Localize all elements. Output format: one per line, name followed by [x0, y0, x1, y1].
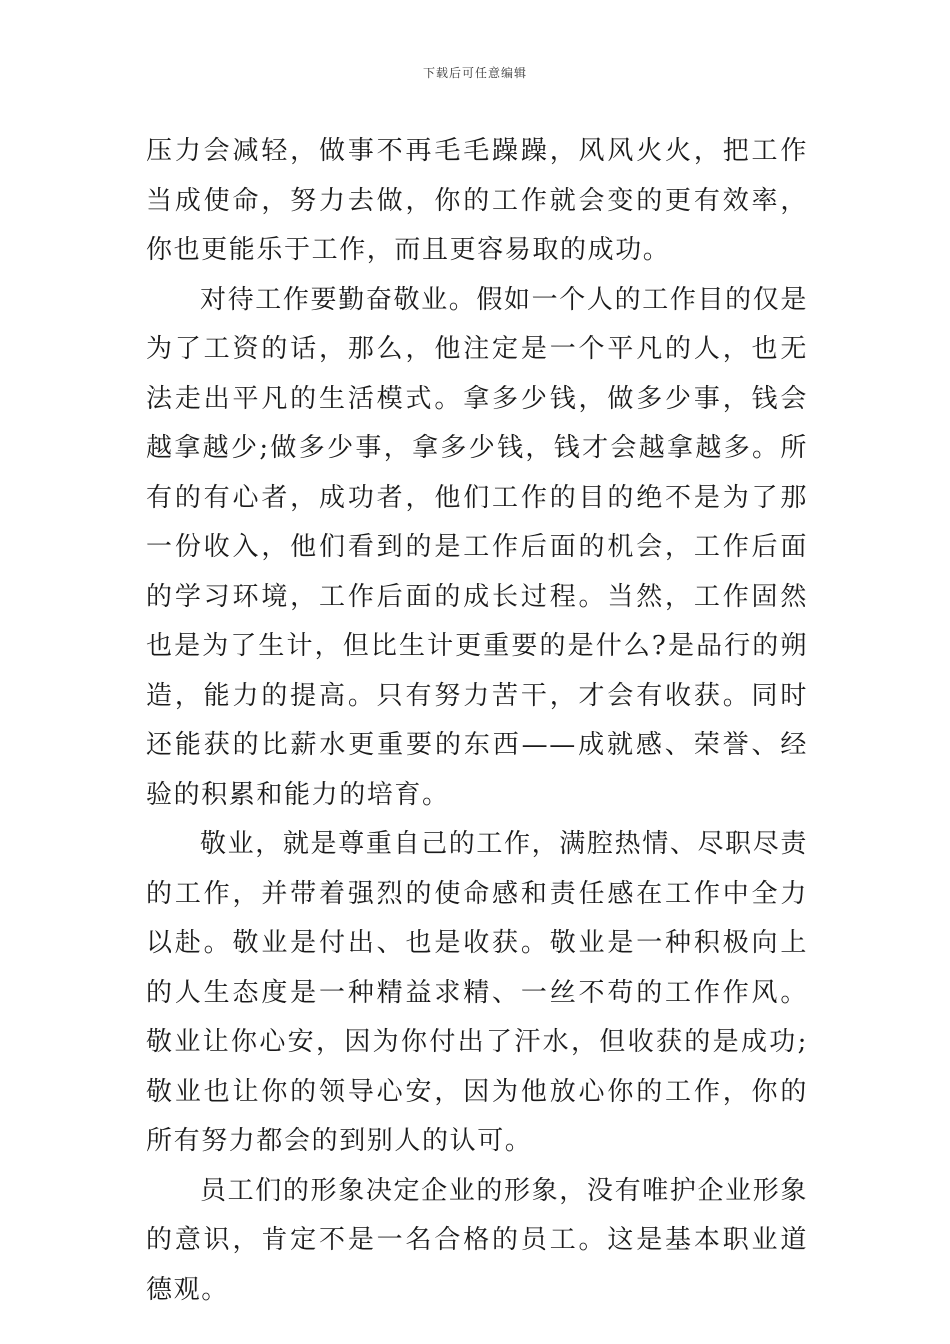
paragraph-4: 员工们的形象决定企业的形象，没有唯护企业形象的意识，肯定不是一名合格的员工。这是基本职业道德观。 [146, 1175, 808, 1305]
paragraph-3: 敬业，就是尊重自己的工作，满腔热情、尽职尽责的工作，并带着强烈的使命感和责任感在工作中全力以赴。敬业是付出、也是收获。敬业是一种积极向上的人生态度是一种精益求精、一丝不苟的工作作风。敬业让你心安，因为你付出了汗水，但收获的是成功;敬业也让你的领导心安，因为他放心你的工作，你的所有努力都会的到别人的认可。 [146, 829, 808, 1156]
document-body [146, 127, 808, 1315]
paragraph-2: 对待工作要勤奋敬业。假如一个人的工作目的仅是为了工资的话，那么，他注定是一个平凡的人，也无法走出平凡的生活模式。拿多少钱，做多少事，钱会越拿越少;做多少事，拿多少钱，钱才会越拿越多。所有的有心者，成功者，他们工作的目的绝不是为了那一份收入，他们看到的是工作后面的机会，工作后面的学习环境，工作后面的成长过程。当然，工作固然也是为了生计，但比生计更重要的是什么?是品行的朔造，能力的提高。只有努力苦干，才会有收获。同时还能获的比薪水更重要的东西——成就感、荣誉、经验的积累和能力的培育。 [146, 284, 808, 810]
page-header-note: 下载后可任意编辑 [422, 66, 527, 80]
paragraph-1: 压力会减轻，做事不再毛毛躁躁，风风火火，把工作当成使命，努力去做，你的工作就会变的更有效率，你也更能乐于工作，而且更容易取的成功。 [146, 136, 808, 265]
